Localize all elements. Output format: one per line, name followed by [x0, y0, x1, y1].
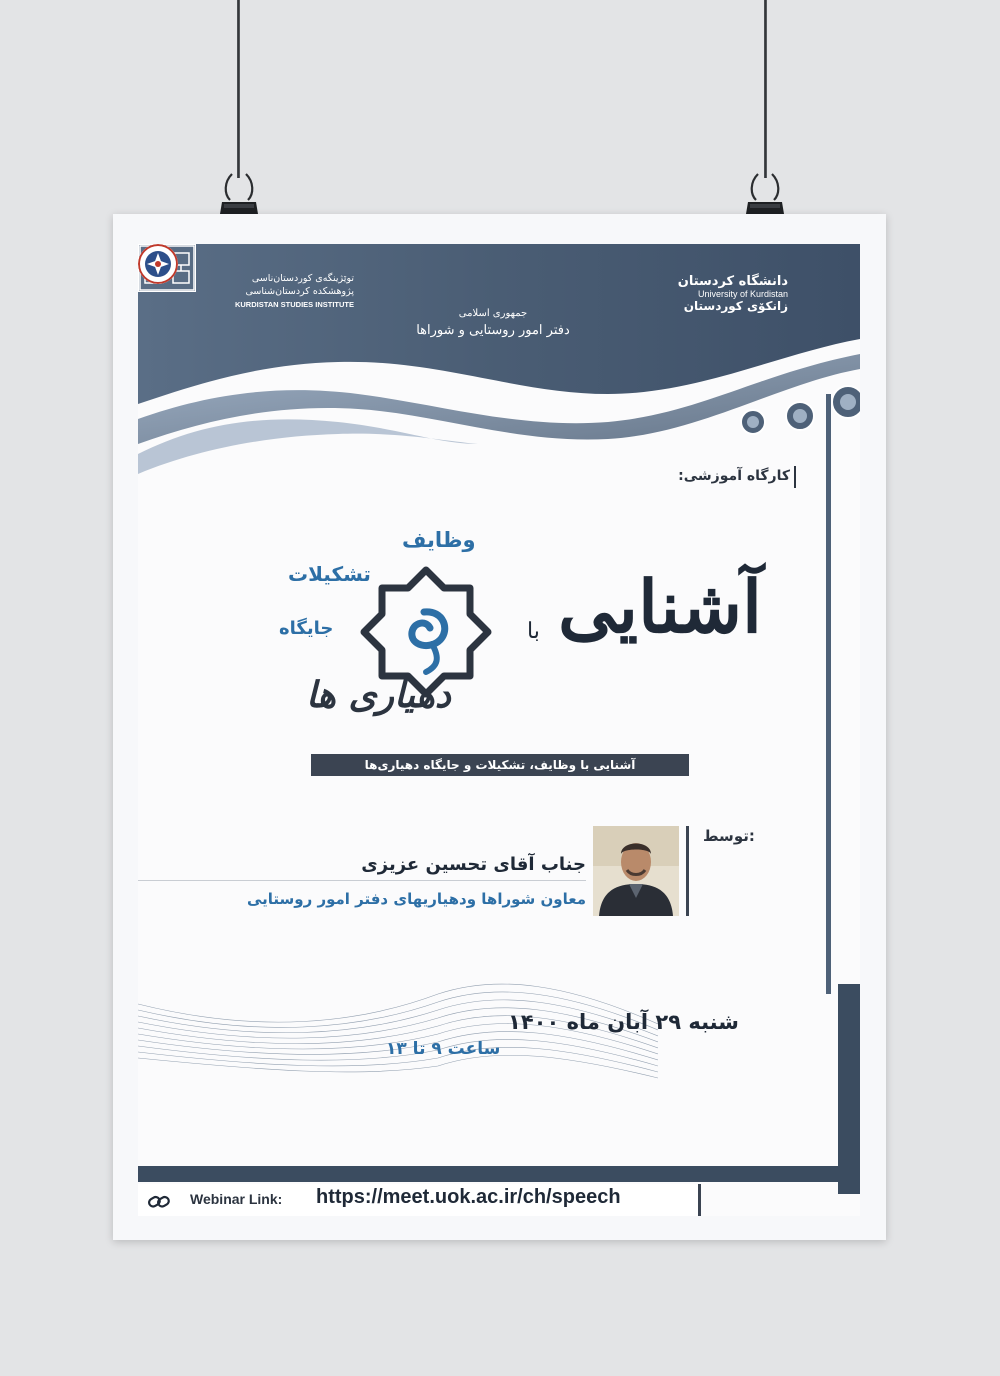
presented-by-label: توسط:: [703, 827, 755, 845]
speaker-name: جناب آقای تحسین عزیزی: [361, 854, 586, 875]
speaker-photo-bar: [686, 826, 689, 916]
decorative-right-block: [838, 984, 860, 1194]
workshop-label-bar: [794, 466, 796, 488]
iran-line-1: جمهوری اسلامی: [458, 308, 528, 319]
poster: [113, 214, 886, 1240]
decorative-right-stem: [826, 394, 831, 994]
speaker-photo: [593, 826, 679, 916]
event-time: ساعت ۹ تا ۱۳: [386, 1039, 501, 1059]
title-word-tashkilat: تشکیلات: [288, 562, 371, 586]
title-word-jaygah: جایگاه: [279, 618, 334, 639]
title-word-vazayef: وظایف: [402, 528, 476, 552]
workshop-label: کارگاه آموزشی:: [678, 468, 790, 484]
uok-name-block: [662, 274, 788, 313]
iran-office-block: [408, 308, 578, 338]
title-with-word: با: [527, 619, 540, 644]
ksi-line-english: KURDISTAN STUDIES INSTITUTE: [234, 300, 354, 309]
subtitle-banner: آشنایی با وظایف، تشکیلات و جایگاه دهیاری‌ها: [311, 754, 689, 776]
title-word-dehyariha: دهیاری ها: [306, 674, 451, 716]
event-date: شنبه ۲۹ آبان ماه ۱۴۰۰: [508, 1010, 739, 1034]
hanging-wire-left: [237, 0, 240, 178]
ksi-line-persian: پژوهشکده کردستان‌شناسی: [245, 286, 354, 297]
iran-line-2: دفتر امور روستایی و شوراها: [416, 323, 570, 338]
speaker-role: معاون شوراها ودهیاریهای دفتر امور روستایی: [246, 890, 586, 908]
decorative-wave-lines: [138, 964, 658, 1104]
webinar-link-label: Webinar Link:: [190, 1191, 283, 1207]
uok-english-name: University of Kurdistan: [697, 289, 788, 299]
decorative-bottom-band: [138, 1166, 860, 1182]
poster-header: [138, 244, 860, 454]
speaker-divider: [138, 880, 586, 881]
link-icon: [148, 1194, 170, 1210]
ksi-line-kurdish: توێژینگەی کوردستان‌ناسی: [251, 273, 354, 284]
webinar-link-url[interactable]: https://meet.uok.ac.ir/ch/speech: [316, 1186, 621, 1208]
uok-kurdish-name: زانكۆی كوردستان: [683, 299, 788, 313]
ksi-name-block: [222, 272, 354, 311]
hanging-wire-right: [764, 0, 767, 178]
poster-content: [138, 244, 860, 1216]
title-main-word: آشنایی: [558, 564, 763, 649]
university-of-kurdistan-logo-icon: [138, 244, 178, 284]
uok-persian-name: دانشگاه کردستان: [677, 274, 788, 289]
